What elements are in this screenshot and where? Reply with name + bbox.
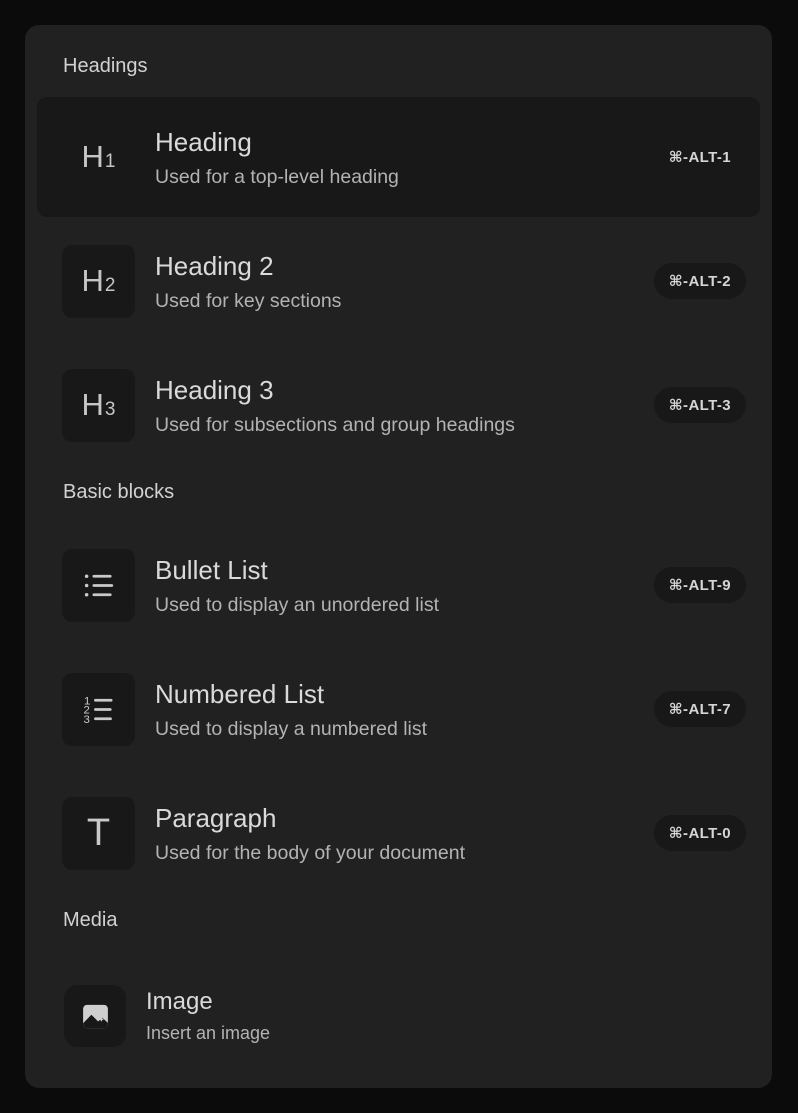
- paragraph-t-glyph: T: [86, 812, 111, 854]
- menu-item-image[interactable]: [37, 956, 760, 1076]
- svg-text:2: 2: [83, 704, 90, 717]
- block-insert-menu: [25, 25, 772, 1088]
- svg-text:3: 3: [83, 713, 90, 726]
- item-title: Paragraph: [155, 802, 277, 833]
- menu-item-bullet-list[interactable]: [37, 525, 760, 645]
- menu-item-paragraph[interactable]: [37, 773, 760, 893]
- menu-section: [37, 906, 760, 1076]
- h2-glyph: H 2: [81, 263, 116, 298]
- item-title: Bullet List: [155, 554, 268, 585]
- item-title: Image: [146, 988, 213, 1015]
- paragraph-icon: [62, 797, 135, 870]
- section-label: Headings: [63, 55, 148, 77]
- bullet-list-icon: [62, 549, 135, 622]
- shortcut-badge: ⌘-ALT-7: [654, 691, 746, 727]
- item-description: Used for the body of your document: [155, 841, 466, 864]
- menu-item-numbered-list[interactable]: [37, 649, 760, 769]
- h1-icon: [62, 121, 135, 194]
- item-description: Used for subsections and group headings: [155, 413, 515, 436]
- item-description: Used for a top-level heading: [155, 165, 399, 188]
- item-title: Heading 3: [155, 374, 274, 405]
- item-title: Numbered List: [155, 678, 325, 709]
- item-description: Used to display an unordered list: [155, 593, 439, 616]
- menu-item-heading[interactable]: [37, 97, 760, 217]
- section-label: Media: [63, 909, 118, 931]
- menu-item-heading-3[interactable]: [37, 345, 760, 465]
- menu-section: [37, 52, 760, 465]
- item-description: Used for key sections: [155, 289, 342, 312]
- item-title: Heading 2: [155, 250, 274, 281]
- menu-item-heading-2[interactable]: [37, 221, 760, 341]
- menu-section: [37, 478, 760, 893]
- image-icon: [64, 985, 126, 1047]
- item-title: Heading: [155, 126, 252, 157]
- item-description: Insert an image: [146, 1023, 271, 1043]
- h1-glyph: H 1: [81, 139, 116, 174]
- h2-icon: [62, 245, 135, 318]
- svg-text:1: 1: [84, 694, 91, 707]
- h3-glyph: H 3: [81, 387, 116, 422]
- h3-icon: [62, 369, 135, 442]
- section-label: Basic blocks: [63, 481, 175, 503]
- shortcut-badge: ⌘-ALT-1: [654, 139, 746, 175]
- shortcut-badge: ⌘-ALT-9: [654, 567, 746, 603]
- shortcut-badge: ⌘-ALT-2: [654, 263, 746, 299]
- shortcut-badge: ⌘-ALT-3: [654, 387, 746, 423]
- shortcut-badge: ⌘-ALT-0: [654, 815, 746, 851]
- numbered-list-icon: [62, 673, 135, 746]
- item-description: Used to display a numbered list: [155, 717, 428, 740]
